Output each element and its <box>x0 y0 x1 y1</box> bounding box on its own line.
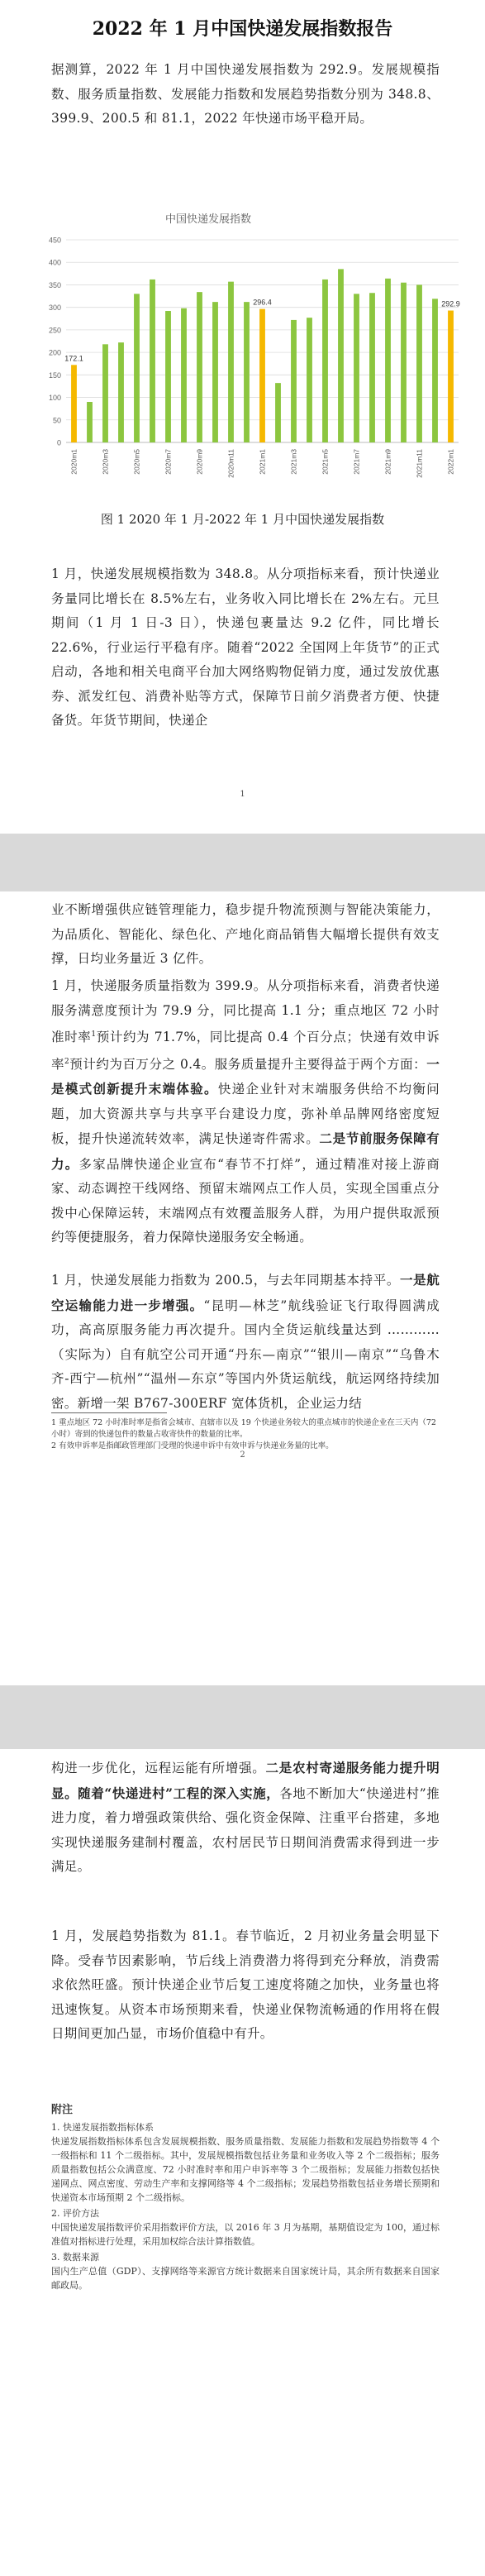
footnote-2: 2 有效申诉率是指邮政管理部门受理的快递申诉中有效申诉与快递业务量的比率。 <box>51 1441 334 1450</box>
express-index-bar-chart <box>33 203 471 517</box>
bar <box>134 294 140 442</box>
bar <box>118 342 124 442</box>
x-tick-label: 2021m3 <box>289 449 298 475</box>
bar <box>259 309 265 442</box>
footnote-1: 1 重点地区 72 小时准时率是指省会城市、直辖市以及 19 个快递业务较大的重点城市的快递企业在三天内（72 小时）寄到的快递包件的数量占收寄快件的数量的比率。 <box>51 1418 436 1439</box>
appendix-item-heading: 3. 数据来源 <box>51 2252 99 2263</box>
bar <box>228 282 234 442</box>
appendix-item-heading: 1. 快递发展指数指标体系 <box>51 2122 154 2133</box>
bar <box>448 311 454 442</box>
x-tick-label: 2020m1 <box>69 449 78 475</box>
appendix-item-text: 快递发展指数指标体系包含发展规模指数、服务质量指数、发展能力指数和发展趋势指数等 4 个一级指标和 11 个二级指标。其中，发展规模指数包括业务量和业务收入等 2 个二级指标；服务质量指数包括公众满意度、72 小时准时率和用户申诉率等 3 个二级指标；发展能力指数包括快递网点、网点密度、劳动生产率和支撑网络等 4 个二级指标；发展趋势指数包括业务增长预期和快递资本市场预期 2 个二级指标。 <box>51 2136 440 2203</box>
report-title: 2022 年 1 月中国快递发展指数报告 <box>92 18 393 40</box>
bar <box>212 302 218 442</box>
appendix-title: 附注 <box>51 2104 74 2116</box>
appendix-item-heading: 2. 评价方法 <box>51 2208 99 2219</box>
bar <box>322 280 328 442</box>
x-tick-label: 2020m9 <box>195 449 204 475</box>
bar <box>307 318 312 442</box>
bar <box>416 284 422 442</box>
x-tick-label: 2021m5 <box>321 449 330 475</box>
bar <box>432 299 438 442</box>
scale-paragraph: 1 月，快递发展规模指数为 348.8。从分项指标来看，预计快递业务量同比增长在 8.5%左右，业务收入同比增长在 2%左右。元旦期间（1 月 1 日-3 日），快递包裹量达 9.2 亿件，同比增长 22.6%，行业运行平稳有序。随着“2022 全国网上年货节”的正式启动，各地和相关电商平台加大网络购物促销力度，通过发放优惠券、派发红包、消费补贴等方式，保障节日前夕消费者方便、快捷备货。年货节期间，快递企 <box>51 566 440 728</box>
quality-paragraph: 1 月，快递服务质量指数为 399.9。从分项指标来看，消费者快递服务满意度预计为 79.9 分，同比提高 1.1 分；重点地区 72 小时准时率$^1$预计约为 71.7%，同比提高 0.4 个百分点；快递有效申诉率$^2$预计约为百万分之 0.4。服务质量提升主要得益于两个方面：一是模式创新提升末端体验。快递企业针对末端服务供给不均衡问题，加大资源共享与共享平台建设力度，弥补单品牌网络密度短板，提升快递流转效率，满足快递寄件需求。二是节前服务保障有力。多家品牌快递企业宣布“春节不打烊”，通过精准对接上游商家、动态调控干线网络、预留末端网点工作人员，实现全国重点分拨中心保障运转，末端网点有效覆盖服务人群，为用户提供取派预约等便捷服务，着力保障快递服务安全畅通。 <box>51 978 440 1245</box>
bar <box>401 283 407 442</box>
figure-caption: 图 1 2020 年 1 月-2022 年 1 月中国快递发展指数 <box>100 512 385 527</box>
footnote-rule <box>51 1412 167 1413</box>
appendix-item-text: 中国快递发展指数评价采用指数评价方法，以 2016 年 3 月为基期，基期值设定为 100，通过标准值对指标进行处理，采用加权综合法计算指数值。 <box>51 2222 440 2247</box>
page-number: 1 <box>240 790 245 799</box>
x-tick-label: 2021m7 <box>352 449 361 475</box>
y-tick-label: 200 <box>48 348 61 357</box>
bar <box>181 308 187 442</box>
x-tick-label: 2022m1 <box>446 449 455 475</box>
bar <box>87 402 93 442</box>
data-label: 296.4 <box>253 298 272 307</box>
y-tick-label: 150 <box>48 370 61 380</box>
y-tick-label: 0 <box>56 438 61 447</box>
bar <box>197 292 202 442</box>
bar <box>71 365 77 442</box>
x-tick-label: 2021m11 <box>415 449 424 478</box>
x-tick-label: 2021m1 <box>258 449 267 475</box>
chart-title: 中国快递发展指数 <box>165 213 252 225</box>
bar <box>244 302 250 442</box>
page-3 <box>0 1749 485 2576</box>
x-tick-label: 2020m3 <box>101 449 110 475</box>
y-tick-label: 450 <box>48 236 61 245</box>
page-number: 2 <box>240 1450 245 1460</box>
footnotes <box>51 1417 440 1452</box>
trend-paragraph: 1 月，发展趋势指数为 81.1。春节临近，2 月初业务量会明显下降。受春节因素影响，节后线上消费潜力将得到充分释放，消费需求依然旺盛。预计快递企业节后复工速度将随之加快，业务量也将迅速恢复。从资本市场预期来看，快递业保物流畅通的作用将在假日期间更加凸显，市场价值稳中有升。 <box>51 1928 440 2041</box>
data-label: 172.1 <box>64 354 83 363</box>
y-tick-label: 350 <box>48 280 61 289</box>
appendix <box>51 2103 440 2292</box>
bar <box>291 320 297 442</box>
bar <box>150 280 155 442</box>
continued-paragraph: 业不断增强供应链管理能力，稳步提升物流预测与智能决策能力，为品质化、智能化、绿色化、产地化商品销售大幅增长提供有效支撑，日均业务量近 3 亿件。 <box>51 902 440 966</box>
appendix-item-text: 国内生产总值（GDP）、支撑网络等来源官方统计数据来自国家统计局，其余所有数据来自国家邮政局。 <box>51 2266 440 2291</box>
bar <box>385 279 391 442</box>
bar <box>338 269 344 442</box>
y-tick-label: 250 <box>48 326 61 335</box>
page-2 <box>0 891 485 1685</box>
x-tick-label: 2020m11 <box>226 449 235 478</box>
bar <box>369 293 375 442</box>
y-tick-label: 300 <box>48 303 61 313</box>
y-tick-label: 400 <box>48 258 61 267</box>
page-1 <box>0 0 485 834</box>
x-tick-label: 2020m5 <box>132 449 141 475</box>
intro-paragraph: 据测算，2022 年 1 月中国快递发展指数为 292.9。发展规模指数、服务质量指数、发展能力指数和发展趋势指数分别为 348.8、399.9、200.5 和 81.1，2022 年快递市场平稳开局。 <box>51 62 440 126</box>
page-separator <box>0 1685 485 1749</box>
x-tick-label: 2020m7 <box>164 449 173 475</box>
rural-paragraph: 构进一步优化，远程运能有所增强。二是农村寄递服务能力提升明显。随着“快递进村”工程的深入实施，各地不断加大“快递进村”推进力度，着力增强政策供给、强化资金保障、注重平台搭建，多地实现快递服务建制村覆盖，农村居民节日期间消费需求得到进一步满足。 <box>51 1760 440 1874</box>
bar <box>275 383 281 442</box>
data-label: 292.9 <box>441 299 460 308</box>
bar <box>354 294 359 442</box>
y-tick-label: 100 <box>48 394 61 403</box>
capability-paragraph: 1 月，快递发展能力指数为 200.5，与去年同期基本持平。一是航空运输能力进一步增强。“昆明—林芝”航线验证飞行取得圆满成功，高高原服务能力再次提升。国内全货运航线量达到 …………（实际为）自有航空公司开通“丹东—南京”“银川—南京”“乌鲁木齐-西宁—杭州”“温州—东京”等国内外货运航线，航运网络持续加密。新增一架 B767-300ERF 宽体货机，企业运力结 <box>51 1272 440 1411</box>
bar <box>165 311 171 442</box>
bar <box>102 344 108 442</box>
x-tick-label: 2021m9 <box>383 449 392 475</box>
y-tick-label: 50 <box>52 416 61 425</box>
page-separator <box>0 834 485 891</box>
